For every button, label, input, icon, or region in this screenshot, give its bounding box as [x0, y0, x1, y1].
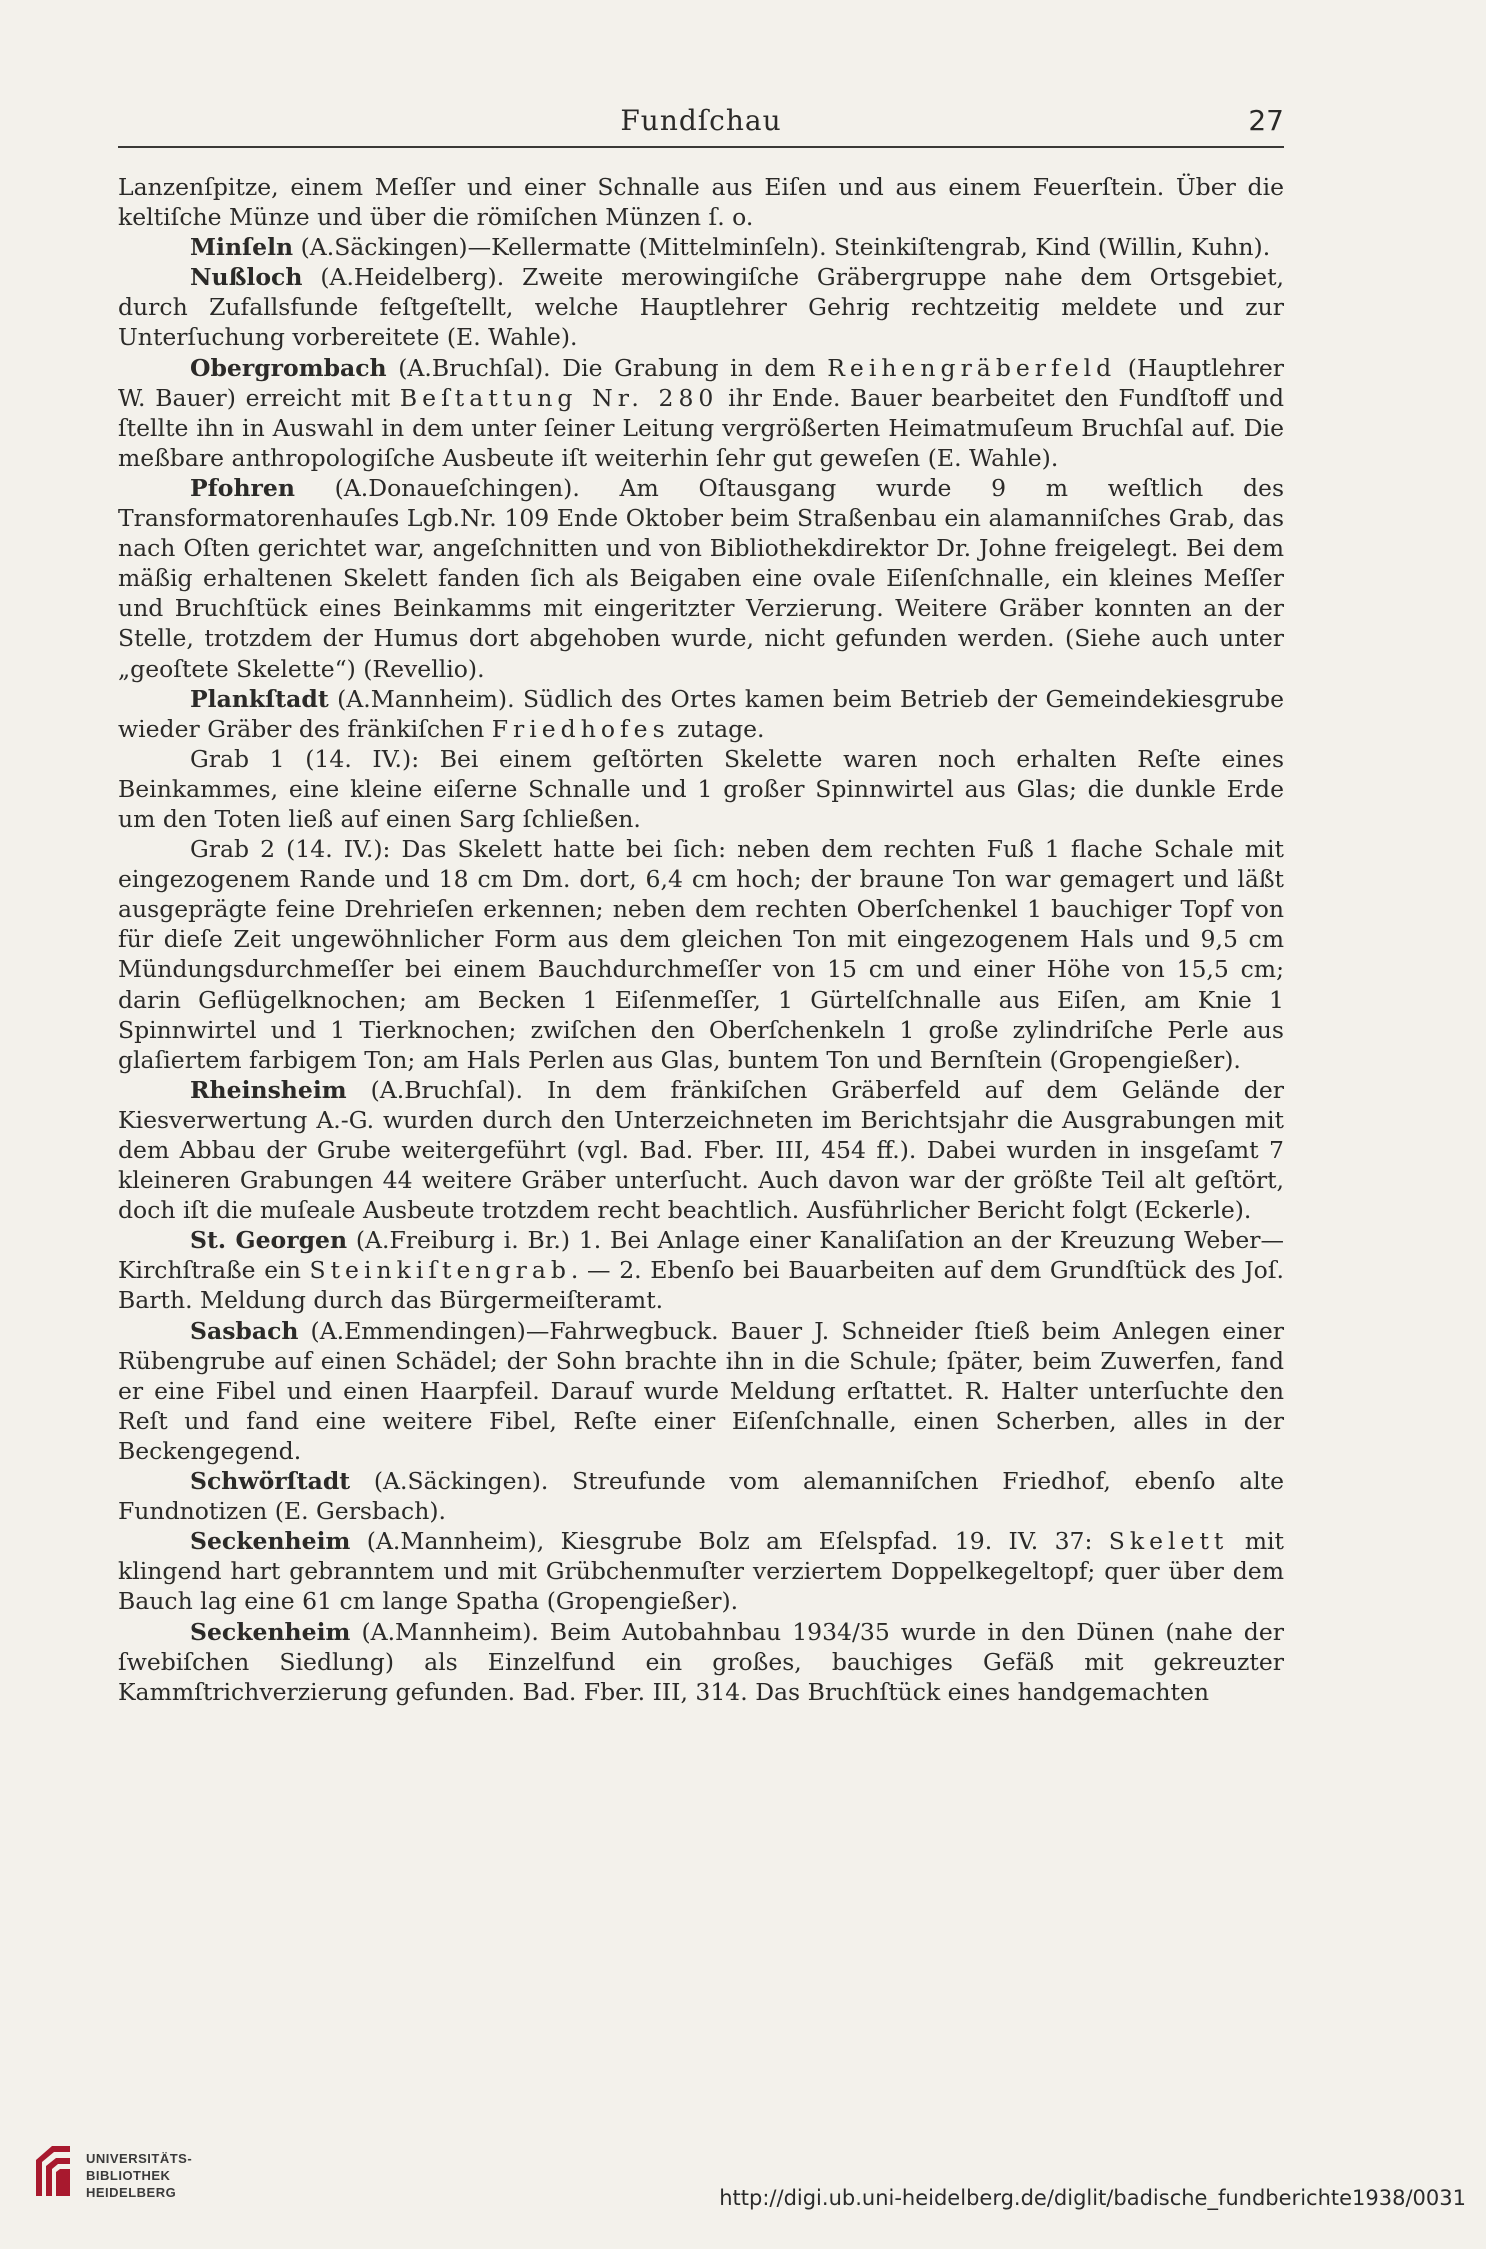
text-run: . — 2. Ebenſo bei Bauarbeiten auf dem Grundſtück des Joſ. Barth. Meldung durch das Bürgermeiſteramt. [118, 1256, 1284, 1315]
spaced-emphasis: Steinkiſtengrab [309, 1256, 571, 1285]
paragraph [118, 172, 1284, 232]
text-run: ihr Ende. Bauer bearbeitet den Fundſtoff und ſtellte ihn in Auswahl in dem unter ſeiner Leitung vergrößerten Heimatmuſeum Bruchſal auf. Die meßbare anthropologiſche Ausbeute iſt weiterhin ſehr gut geweſen (E. Wahle). [118, 383, 1284, 472]
text-run: Lanzenſpitze, einem Meſſer und einer Schnalle aus Eiſen und aus einem Feuerſtein. Über die keltiſche Münze und über die römiſchen Münzen ſ. o. [118, 173, 1284, 232]
paragraph [118, 262, 1284, 352]
place-name: Rheinsheim [190, 1075, 347, 1104]
place-name: Nußloch [190, 263, 303, 292]
spaced-emphasis: Reihengräberfeld [827, 353, 1117, 382]
place-name: Plankſtadt [190, 684, 329, 713]
place-name: Minſeln [190, 233, 294, 262]
text-run: (A.Bruchſal). In dem fränkiſchen Gräberfeld auf dem Gelände der Kiesverwertung A.-G. wurden durch den Unterzeichneten im Berichtsjahr die Ausgrabungen mit dem Abbau der Grube weitergeführt (vgl. Bad. Fber. III, 454 ff.). Dabei wurden in insgeſamt 7 kleineren Grabungen 44 weitere Gräber unterſucht. Auch davon war der größte Teil alt geſtört, doch iſt die muſeale Ausbeute trotzdem recht beachtlich. Ausführlicher Bericht folgt (Eckerle). [118, 1075, 1284, 1225]
text-run: (A.Emmendingen)—Fahrwegbuck. Bauer J. Schneider ſtieß beim Anlegen einer Rübengrube auf einen Schädel; der Sohn brachte ihn in die Schule; ſpäter, beim Zuwerfen, fand er eine Fibel und einen Haarpfeil. Darauf wurde Meldung erſtattet. R. Halter unterſuchte den Reſt und fand eine weitere Fibel, Reſte einer Eiſenſchnalle, einen Scherben, alles in der Beckengegend. [118, 1316, 1284, 1465]
logo-line-2: BIBLIOTHEK [86, 2168, 171, 2183]
place-name: Seckenheim [190, 1527, 351, 1556]
page-number: 27 [1248, 104, 1284, 137]
place-name: St. Georgen [190, 1226, 348, 1255]
place-name: Obergrombach [190, 353, 387, 382]
place-name: Pfohren [190, 473, 295, 502]
text-run: (A.Freiburg i. Br.) 1. Bei Anlage einer Kanaliſation an der Kreuzung Weber—Kirchſtraße ein [118, 1226, 1284, 1285]
body-text [118, 172, 1284, 1707]
place-name: Sasbach [190, 1316, 299, 1345]
paragraph [118, 1466, 1284, 1526]
paragraph [118, 353, 1284, 473]
text-run: Grab 1 (14. IV.): Bei einem geſtörten Skelette waren noch erhalten Reſte eines Beinkammes, eine kleine eiſerne Schnalle und 1 großer Spinnwirtel aus Glas; die dunkle Erde um den Toten ließ auf einen Sarg ſchließen. [118, 744, 1284, 833]
paragraph [118, 232, 1284, 262]
paragraph [118, 1075, 1284, 1225]
paragraph [118, 834, 1284, 1075]
text-run: (Hauptlehrer W. Bauer) erreicht mit [118, 353, 1285, 412]
spaced-emphasis: Beſtattung Nr. 280 [399, 383, 719, 412]
paragraph [118, 473, 1284, 684]
source-url[interactable]: http://digi.ub.uni-heidelberg.de/diglit/badische_fundberichte1938/0031 [719, 2186, 1466, 2210]
place-name: Schwörſtadt [190, 1467, 351, 1496]
paragraph [118, 1316, 1284, 1466]
text-run: mit klingend hart gebranntem und mit Grübchenmuſter verziertem Doppelkegeltopf; quer über dem Bauch lag eine 61 cm lange Spatha (Gropengießer). [118, 1527, 1284, 1616]
text-run: Grab 2 (14. IV.): Das Skelett hatte bei ſich: neben dem rechten Fuß 1 flache Schale mit eingezogenem Rande und 18 cm Dm. dort, 6,4 cm hoch; der braune Ton war gemagert und läßt ausgeprägte feine Drehrieſen erkennen; neben dem rechten Oberſchenkel 1 bauchiger Topf von für dieſe Zeit ungewöhnlicher Form aus dem gleichen Ton mit eingezogenem Hals und 9,5 cm Mündungsdurchmeſſer bei einem Bauchdurchmeſſer von 15 cm und einer Höhe von 15,5 cm; darin Geflügelknochen; am Becken 1 Eiſenmeſſer, 1 Gürtelſchnalle aus Eiſen, am Knie 1 Spinnwirtel und 1 Tierknochen; zwiſchen den Oberſchenkeln 1 große zylindriſche Perle aus glaſiertem farbigem Ton; am Hals Perlen aus Glas, buntem Ton und Bernſtein (Gropengießer). [118, 835, 1284, 1074]
paragraph [118, 744, 1284, 834]
paragraph [118, 1526, 1284, 1616]
logo-line-1: UNIVERSITÄTS- [86, 2151, 193, 2166]
paragraph [118, 684, 1284, 744]
running-title: Fundſchau [620, 104, 782, 137]
logo-line-3: HEIDELBERG [86, 2185, 177, 2200]
paragraph [118, 1617, 1284, 1707]
text-run: (A.Donaueſchingen). Am Oſtausgang wurde 9 m weſtlich des Transformatorenhauſes Lgb.Nr. 109 Ende Oktober beim Straßenbau ein alamanniſches Grab, das nach Oſten gerichtet war, angeſchnitten und von Bibliothekdirektor Dr. Johne freigelegt. Bei dem mäßig erhaltenen Skelett fanden ſich als Beigaben eine ovale Eiſenſchnalle, ein kleines Meſſer und Bruchſtück eines Beinkamms mit eingeritzter Verzierung. Weitere Gräber konnten an der Stelle, trotzdem der Humus dort abgehoben wurde, nicht gefunden werden. (Siehe auch unter „geoſtete Skelette“) (Revellio). [118, 473, 1284, 683]
text-run: (A.Mannheim). Südlich des Ortes kamen beim Betrieb der Gemeindekiesgrube wieder Gräber des fränkiſchen [118, 684, 1284, 743]
spaced-emphasis: Friedhofes [491, 714, 670, 743]
paragraph [118, 1225, 1284, 1315]
text-run: (A.Bruchſal). Die Grabung in dem [386, 353, 828, 382]
spaced-emphasis: Skelett [1108, 1527, 1229, 1556]
text-run: (A.Mannheim), Kiesgrube Bolz am Eſelspfad. 19. IV. 37: [350, 1527, 1109, 1556]
text-run: (A.Säckingen)—Kellermatte (Mittelminſeln). Steinkiſtengrab, Kind (Willin, Kuhn). [293, 233, 1271, 262]
text-run: zutage. [669, 714, 765, 743]
running-header [118, 100, 1284, 148]
text-run: (A.Säckingen). Streufunde vom alemanniſchen Friedhof, ebenſo alte Fundnotizen (E. Gersbach). [118, 1467, 1284, 1526]
place-name: Seckenheim [190, 1617, 351, 1646]
library-logo-icon [30, 2142, 76, 2202]
text-run: (A.Heidelberg). Zweite merowingiſche Gräbergruppe nahe dem Ortsgebiet, durch Zufallsfunde feſtgeſtellt, welche Hauptlehrer Gehrig rechtzeitig meldete und zur Unterſuchung vorbereitete (E. Wahle). [118, 263, 1284, 352]
text-run: (A.Mannheim). Beim Autobahnbau 1934/35 wurde in den Dünen (nahe der ſwebiſchen Siedlung) als Einzelfund ein großes, bauchiges Gefäß mit gekreuzter Kammſtrichverzierung gefunden. Bad. Fber. III, 314. Das Bruchſtück eines handgemachten [118, 1617, 1284, 1706]
library-logo [30, 2142, 330, 2216]
